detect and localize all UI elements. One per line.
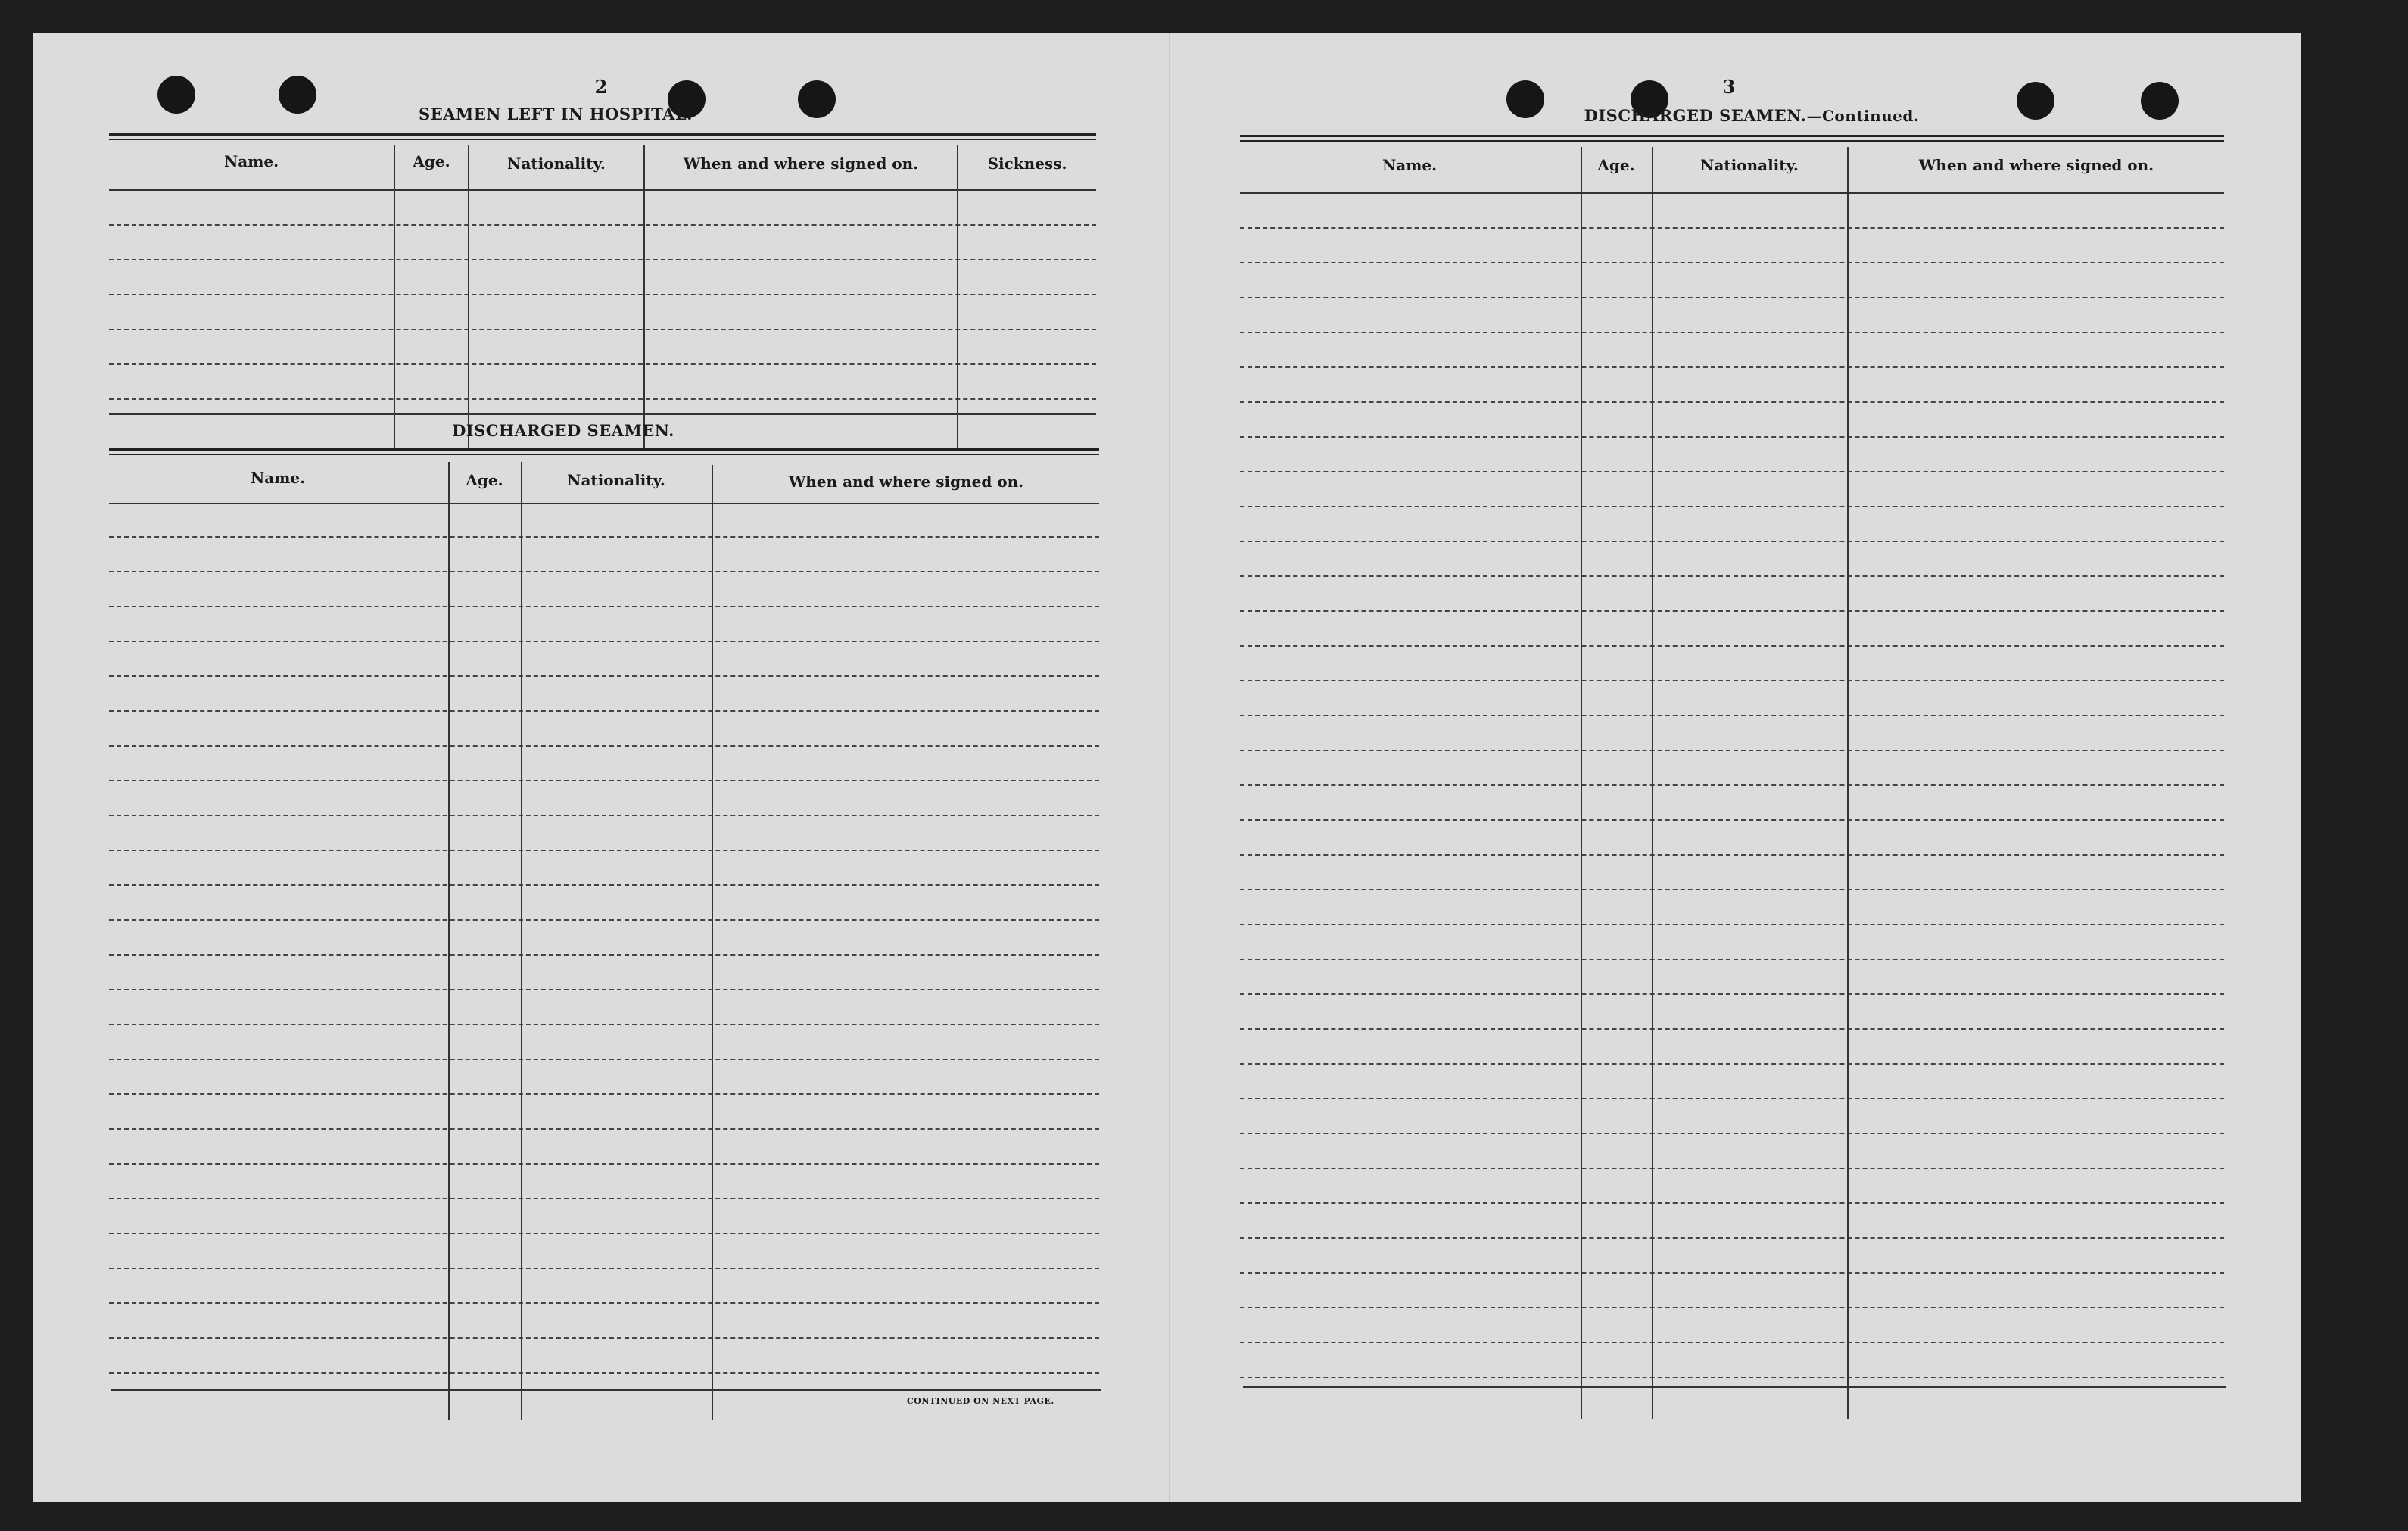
entry-line bbox=[1240, 332, 2224, 333]
entry-line bbox=[1240, 506, 2224, 507]
entry-line bbox=[109, 1024, 1099, 1025]
entry-line bbox=[109, 1337, 1099, 1339]
entry-line bbox=[109, 536, 1099, 538]
right-title-main: DISCHARGED SEAMEN. bbox=[1584, 106, 1807, 125]
right-divider bbox=[1652, 147, 1653, 1419]
entry-line bbox=[1240, 227, 2224, 229]
entry-line bbox=[109, 1163, 1099, 1165]
hospital-col-age: Age. bbox=[413, 152, 450, 170]
hospital-col-name: Name. bbox=[223, 152, 279, 170]
entry-line bbox=[109, 294, 1096, 295]
hospital-col-sickness: Sickness. bbox=[987, 154, 1067, 173]
entry-line bbox=[1240, 1028, 2224, 1030]
entry-line bbox=[109, 398, 1096, 400]
entry-line bbox=[1240, 297, 2224, 298]
entry-line bbox=[1240, 1342, 2224, 1343]
entry-line bbox=[1240, 541, 2224, 542]
hospital-col-signed-on: When and where signed on. bbox=[683, 154, 919, 173]
entry-line bbox=[109, 1059, 1099, 1060]
entry-line bbox=[109, 571, 1099, 572]
entry-line bbox=[109, 850, 1099, 851]
entry-line bbox=[109, 675, 1099, 677]
discharged-col-name: Name. bbox=[250, 469, 306, 487]
hospital-divider bbox=[468, 145, 469, 448]
entry-line bbox=[109, 954, 1099, 956]
right-page-bottom-rule bbox=[1243, 1386, 2226, 1388]
hospital-header-rule bbox=[109, 189, 1096, 191]
entry-line bbox=[1240, 1202, 2224, 1204]
entry-line bbox=[1240, 401, 2224, 403]
discharged-divider bbox=[521, 462, 522, 1420]
entry-line bbox=[109, 1128, 1099, 1130]
entry-line bbox=[109, 1198, 1099, 1199]
entry-line bbox=[109, 1093, 1099, 1095]
page-number-left: 2 bbox=[594, 76, 608, 98]
hospital-section-title: SEAMEN LEFT IN HOSPITAL. bbox=[419, 104, 693, 123]
discharged-col-nationality: Nationality. bbox=[567, 471, 665, 489]
entry-line bbox=[1240, 1133, 2224, 1134]
hospital-divider bbox=[957, 145, 958, 448]
right-col-name: Name. bbox=[1382, 156, 1438, 174]
hospital-bottom-rule bbox=[109, 413, 1096, 415]
entry-line bbox=[109, 1372, 1099, 1374]
entry-line bbox=[109, 1233, 1099, 1234]
entry-line bbox=[1240, 854, 2224, 856]
entry-line bbox=[1240, 784, 2224, 786]
entry-line bbox=[109, 259, 1096, 260]
hospital-divider bbox=[394, 145, 395, 448]
entry-line bbox=[1240, 1377, 2224, 1378]
entry-line bbox=[1240, 1272, 2224, 1274]
entry-line bbox=[1240, 819, 2224, 821]
entry-line bbox=[1240, 1307, 2224, 1308]
entry-line bbox=[1240, 889, 2224, 890]
entry-line bbox=[1240, 610, 2224, 612]
punch-hole bbox=[1506, 80, 1544, 118]
entry-line bbox=[109, 989, 1099, 990]
entry-line bbox=[1240, 366, 2224, 368]
right-header-rule bbox=[1240, 192, 2224, 194]
page-number-right: 3 bbox=[1722, 76, 1736, 98]
form-sheet bbox=[33, 33, 2301, 1502]
entry-line bbox=[1240, 1168, 2224, 1169]
discharged-divider bbox=[712, 465, 713, 1420]
continued-footnote: CONTINUED ON NEXT PAGE. bbox=[907, 1396, 1054, 1406]
hospital-col-nationality: Nationality. bbox=[507, 154, 606, 173]
entry-line bbox=[1240, 680, 2224, 681]
entry-line bbox=[1240, 471, 2224, 472]
discharged-top-rule bbox=[109, 448, 1099, 455]
page-fold bbox=[1169, 33, 1170, 1502]
entry-line bbox=[1240, 575, 2224, 577]
discharged-col-age: Age. bbox=[466, 471, 503, 489]
left-page-bottom-rule bbox=[111, 1389, 1101, 1391]
entry-line bbox=[1240, 1098, 2224, 1099]
entry-line bbox=[1240, 436, 2224, 438]
punch-hole bbox=[157, 76, 195, 114]
entry-line bbox=[109, 710, 1099, 712]
entry-line bbox=[109, 224, 1096, 226]
entry-line bbox=[109, 884, 1099, 886]
discharged-divider bbox=[448, 462, 450, 1420]
punch-hole bbox=[279, 76, 316, 114]
discharged-header-rule bbox=[109, 503, 1099, 504]
entry-line bbox=[109, 329, 1096, 330]
entry-line bbox=[109, 1268, 1099, 1269]
hospital-divider bbox=[643, 145, 645, 448]
entry-line bbox=[109, 641, 1099, 642]
discharged-section-title: DISCHARGED SEAMEN. bbox=[452, 421, 674, 440]
entry-line bbox=[1240, 262, 2224, 263]
right-col-nationality: Nationality. bbox=[1700, 156, 1799, 174]
entry-line bbox=[1240, 645, 2224, 647]
entry-line bbox=[1240, 924, 2224, 925]
entry-line bbox=[1240, 750, 2224, 751]
right-divider bbox=[1581, 147, 1582, 1419]
entry-line bbox=[109, 815, 1099, 816]
entry-line bbox=[1240, 959, 2224, 960]
right-col-age: Age. bbox=[1597, 156, 1635, 174]
punch-hole bbox=[2141, 82, 2179, 120]
entry-line bbox=[109, 1302, 1099, 1304]
hospital-top-rule bbox=[109, 133, 1096, 140]
entry-line bbox=[1240, 1063, 2224, 1065]
punch-hole bbox=[2017, 82, 2054, 120]
entry-line bbox=[1240, 1237, 2224, 1239]
discharged-col-signed-on: When and where signed on. bbox=[788, 472, 1024, 491]
punch-hole bbox=[798, 80, 836, 118]
entry-line bbox=[1240, 993, 2224, 995]
right-section-title bbox=[1570, 106, 1933, 125]
entry-line bbox=[1240, 715, 2224, 716]
right-title-suffix: —Continued. bbox=[1806, 107, 1920, 125]
entry-line bbox=[109, 606, 1099, 607]
right-divider bbox=[1847, 147, 1849, 1419]
entry-line bbox=[109, 745, 1099, 747]
entry-line bbox=[109, 780, 1099, 781]
right-col-signed-on: When and where signed on. bbox=[1918, 156, 2154, 174]
right-top-rule bbox=[1240, 135, 2224, 142]
entry-line bbox=[109, 919, 1099, 921]
entry-line bbox=[109, 363, 1096, 365]
